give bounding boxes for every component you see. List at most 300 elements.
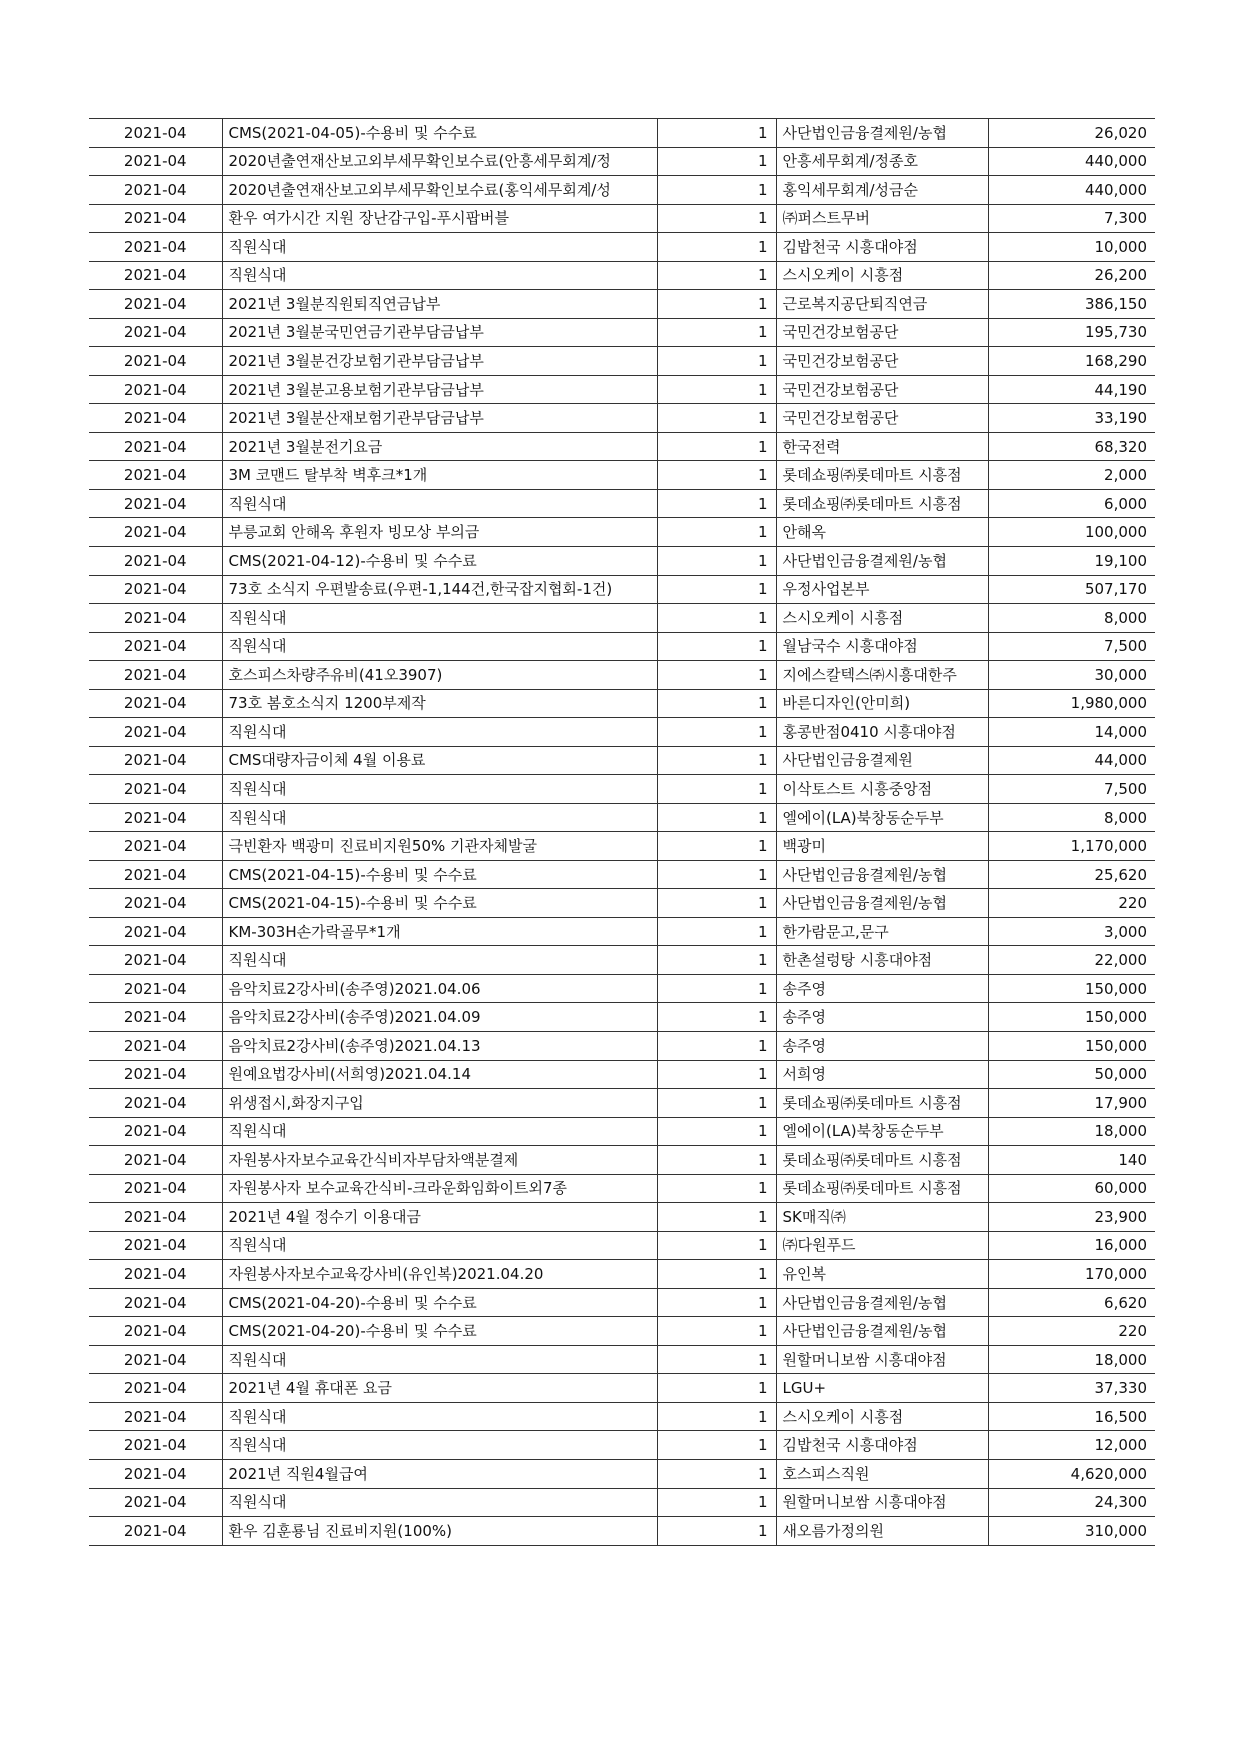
table-row [89, 119, 1155, 148]
description-cell: CMS(2021-04-05)-수용비 및 수수료 [222, 119, 657, 148]
ledger-body [89, 119, 1155, 1546]
amount-cell: 220 [988, 889, 1155, 918]
quantity-cell: 1 [657, 1459, 776, 1488]
date-cell: 2021-04 [89, 1374, 222, 1403]
quantity-cell: 1 [657, 1089, 776, 1118]
payee-cell: LGU+ [776, 1374, 988, 1403]
amount-cell: 8,000 [988, 803, 1155, 832]
payee-cell: 원할머니보쌈 시흥대야점 [776, 1345, 988, 1374]
quantity-cell: 1 [657, 1517, 776, 1546]
date-cell: 2021-04 [89, 1517, 222, 1546]
payee-cell: 엘에이(LA)북창동순두부 [776, 1117, 988, 1146]
quantity-cell: 1 [657, 1032, 776, 1061]
quantity-cell: 1 [657, 604, 776, 633]
table-row [89, 176, 1155, 205]
amount-cell: 68,320 [988, 432, 1155, 461]
date-cell: 2021-04 [89, 974, 222, 1003]
description-cell: 2020년출연재산보고외부세무확인보수료(홍익세무회계/성 [222, 176, 657, 205]
description-cell: 3M 코맨드 탈부착 벽후크*1개 [222, 461, 657, 490]
table-row [89, 461, 1155, 490]
table-row [89, 775, 1155, 804]
quantity-cell: 1 [657, 518, 776, 547]
amount-cell: 2,000 [988, 461, 1155, 490]
payee-cell: 롯데쇼핑㈜롯데마트 시흥점 [776, 461, 988, 490]
amount-cell: 33,190 [988, 404, 1155, 433]
amount-cell: 30,000 [988, 661, 1155, 690]
date-cell: 2021-04 [89, 119, 222, 148]
payee-cell: 사단법인금융결제원/농협 [776, 1317, 988, 1346]
table-row [89, 1517, 1155, 1546]
table-row [89, 375, 1155, 404]
table-row [89, 632, 1155, 661]
quantity-cell: 1 [657, 404, 776, 433]
date-cell: 2021-04 [89, 1203, 222, 1232]
description-cell: CMS대량자금이체 4월 이용료 [222, 746, 657, 775]
quantity-cell: 1 [657, 1146, 776, 1175]
date-cell: 2021-04 [89, 546, 222, 575]
table-row [89, 1117, 1155, 1146]
date-cell: 2021-04 [89, 575, 222, 604]
payee-cell: 국민건강보험공단 [776, 347, 988, 376]
quantity-cell: 1 [657, 1231, 776, 1260]
amount-cell: 22,000 [988, 946, 1155, 975]
date-cell: 2021-04 [89, 1459, 222, 1488]
amount-cell: 310,000 [988, 1517, 1155, 1546]
description-cell: 자원봉사자보수교육간식비자부담차액분결제 [222, 1146, 657, 1175]
quantity-cell: 1 [657, 917, 776, 946]
amount-cell: 26,020 [988, 119, 1155, 148]
description-cell: CMS(2021-04-15)-수용비 및 수수료 [222, 860, 657, 889]
table-row [89, 1089, 1155, 1118]
payee-cell: 사단법인금융결제원/농협 [776, 889, 988, 918]
date-cell: 2021-04 [89, 689, 222, 718]
quantity-cell: 1 [657, 119, 776, 148]
quantity-cell: 1 [657, 1402, 776, 1431]
quantity-cell: 1 [657, 375, 776, 404]
payee-cell: 김밥천국 시흥대야점 [776, 233, 988, 262]
quantity-cell: 1 [657, 204, 776, 233]
amount-cell: 150,000 [988, 1003, 1155, 1032]
table-row [89, 917, 1155, 946]
quantity-cell: 1 [657, 775, 776, 804]
table-row [89, 1231, 1155, 1260]
description-cell: 2021년 3월분건강보험기관부담금납부 [222, 347, 657, 376]
quantity-cell: 1 [657, 1317, 776, 1346]
amount-cell: 7,300 [988, 204, 1155, 233]
description-cell: 직원식대 [222, 489, 657, 518]
date-cell: 2021-04 [89, 1174, 222, 1203]
description-cell: 2021년 3월분직원퇴직연금납부 [222, 290, 657, 319]
description-cell: 직원식대 [222, 1231, 657, 1260]
payee-cell: SK매직㈜ [776, 1203, 988, 1232]
payee-cell: 송주영 [776, 974, 988, 1003]
payee-cell: 김밥천국 시흥대야점 [776, 1431, 988, 1460]
description-cell: 음악치료2강사비(송주영)2021.04.06 [222, 974, 657, 1003]
amount-cell: 6,620 [988, 1288, 1155, 1317]
payee-cell: 롯데쇼핑㈜롯데마트 시흥점 [776, 1146, 988, 1175]
payee-cell: 송주영 [776, 1032, 988, 1061]
description-cell: CMS(2021-04-20)-수용비 및 수수료 [222, 1288, 657, 1317]
amount-cell: 7,500 [988, 775, 1155, 804]
date-cell: 2021-04 [89, 1488, 222, 1517]
payee-cell: 국민건강보험공단 [776, 404, 988, 433]
table-row [89, 432, 1155, 461]
date-cell: 2021-04 [89, 1431, 222, 1460]
quantity-cell: 1 [657, 1060, 776, 1089]
date-cell: 2021-04 [89, 746, 222, 775]
table-row [89, 1345, 1155, 1374]
description-cell: 73호 봄호소식지 1200부제작 [222, 689, 657, 718]
quantity-cell: 1 [657, 974, 776, 1003]
description-cell: 직원식대 [222, 632, 657, 661]
description-cell: KM-303H손가락골무*1개 [222, 917, 657, 946]
payee-cell: 바른디자인(안미희) [776, 689, 988, 718]
table-row [89, 404, 1155, 433]
quantity-cell: 1 [657, 489, 776, 518]
table-row [89, 1374, 1155, 1403]
amount-cell: 19,100 [988, 546, 1155, 575]
description-cell: 2021년 직원4월급여 [222, 1459, 657, 1488]
description-cell: 2020년출연재산보고외부세무확인보수료(안흥세무회계/정 [222, 147, 657, 176]
date-cell: 2021-04 [89, 176, 222, 205]
table-row [89, 233, 1155, 262]
amount-cell: 18,000 [988, 1117, 1155, 1146]
payee-cell: 롯데쇼핑㈜롯데마트 시흥점 [776, 1089, 988, 1118]
date-cell: 2021-04 [89, 290, 222, 319]
date-cell: 2021-04 [89, 261, 222, 290]
date-cell: 2021-04 [89, 1402, 222, 1431]
table-row [89, 974, 1155, 1003]
quantity-cell: 1 [657, 290, 776, 319]
payee-cell: 월남국수 시흥대야점 [776, 632, 988, 661]
date-cell: 2021-04 [89, 1288, 222, 1317]
table-row [89, 147, 1155, 176]
description-cell: CMS(2021-04-12)-수용비 및 수수료 [222, 546, 657, 575]
table-row [89, 661, 1155, 690]
description-cell: 음악치료2강사비(송주영)2021.04.13 [222, 1032, 657, 1061]
description-cell: CMS(2021-04-20)-수용비 및 수수료 [222, 1317, 657, 1346]
description-cell: 직원식대 [222, 1345, 657, 1374]
amount-cell: 23,900 [988, 1203, 1155, 1232]
description-cell: 2021년 3월분산재보험기관부담금납부 [222, 404, 657, 433]
date-cell: 2021-04 [89, 661, 222, 690]
amount-cell: 507,170 [988, 575, 1155, 604]
date-cell: 2021-04 [89, 375, 222, 404]
date-cell: 2021-04 [89, 775, 222, 804]
amount-cell: 140 [988, 1146, 1155, 1175]
description-cell: 원예요법강사비(서희영)2021.04.14 [222, 1060, 657, 1089]
payee-cell: 엘에이(LA)북창동순두부 [776, 803, 988, 832]
payee-cell: 사단법인금융결제원/농협 [776, 860, 988, 889]
payee-cell: 원할머니보쌈 시흥대야점 [776, 1488, 988, 1517]
date-cell: 2021-04 [89, 404, 222, 433]
date-cell: 2021-04 [89, 946, 222, 975]
amount-cell: 386,150 [988, 290, 1155, 319]
amount-cell: 4,620,000 [988, 1459, 1155, 1488]
quantity-cell: 1 [657, 1260, 776, 1289]
description-cell: 직원식대 [222, 261, 657, 290]
payee-cell: 송주영 [776, 1003, 988, 1032]
description-cell: 직원식대 [222, 1431, 657, 1460]
payee-cell: 스시오케이 시흥점 [776, 604, 988, 633]
table-row [89, 1032, 1155, 1061]
payee-cell: 사단법인금융결제원/농협 [776, 1288, 988, 1317]
date-cell: 2021-04 [89, 432, 222, 461]
description-cell: 직원식대 [222, 946, 657, 975]
description-cell: 직원식대 [222, 775, 657, 804]
quantity-cell: 1 [657, 1374, 776, 1403]
amount-cell: 440,000 [988, 147, 1155, 176]
date-cell: 2021-04 [89, 1345, 222, 1374]
payee-cell: 지에스칼텍스㈜시흥대한주 [776, 661, 988, 690]
payee-cell: 롯데쇼핑㈜롯데마트 시흥점 [776, 489, 988, 518]
quantity-cell: 1 [657, 1288, 776, 1317]
table-row [89, 290, 1155, 319]
amount-cell: 195,730 [988, 318, 1155, 347]
description-cell: 환우 여가시간 지원 장난감구입-푸시팝버블 [222, 204, 657, 233]
date-cell: 2021-04 [89, 1003, 222, 1032]
amount-cell: 18,000 [988, 1345, 1155, 1374]
description-cell: CMS(2021-04-15)-수용비 및 수수료 [222, 889, 657, 918]
quantity-cell: 1 [657, 860, 776, 889]
quantity-cell: 1 [657, 575, 776, 604]
quantity-cell: 1 [657, 689, 776, 718]
description-cell: 2021년 4월 휴대폰 요금 [222, 1374, 657, 1403]
quantity-cell: 1 [657, 176, 776, 205]
table-row [89, 1431, 1155, 1460]
expense-ledger-table [89, 118, 1155, 1546]
payee-cell: 스시오케이 시흥점 [776, 1402, 988, 1431]
table-row [89, 1260, 1155, 1289]
table-row [89, 803, 1155, 832]
payee-cell: 이삭토스트 시흥중앙점 [776, 775, 988, 804]
quantity-cell: 1 [657, 546, 776, 575]
payee-cell: ㈜퍼스트무버 [776, 204, 988, 233]
payee-cell: 새오름가정의원 [776, 1517, 988, 1546]
description-cell: 2021년 4월 정수기 이용대금 [222, 1203, 657, 1232]
quantity-cell: 1 [657, 1174, 776, 1203]
quantity-cell: 1 [657, 803, 776, 832]
payee-cell: 한촌설렁탕 시흥대야점 [776, 946, 988, 975]
description-cell: 호스피스차량주유비(41오3907) [222, 661, 657, 690]
payee-cell: 안흥세무회계/정종호 [776, 147, 988, 176]
date-cell: 2021-04 [89, 718, 222, 747]
table-row [89, 204, 1155, 233]
amount-cell: 17,900 [988, 1089, 1155, 1118]
date-cell: 2021-04 [89, 917, 222, 946]
table-row [89, 261, 1155, 290]
table-row [89, 889, 1155, 918]
payee-cell: 롯데쇼핑㈜롯데마트 시흥점 [776, 1174, 988, 1203]
amount-cell: 168,290 [988, 347, 1155, 376]
amount-cell: 16,500 [988, 1402, 1155, 1431]
quantity-cell: 1 [657, 718, 776, 747]
payee-cell: 백광미 [776, 832, 988, 861]
payee-cell: ㈜다원푸드 [776, 1231, 988, 1260]
description-cell: 자원봉사자보수교육강사비(유인복)2021.04.20 [222, 1260, 657, 1289]
quantity-cell: 1 [657, 1117, 776, 1146]
description-cell: 극빈환자 백광미 진료비지원50% 기관자체발굴 [222, 832, 657, 861]
table-row [89, 1459, 1155, 1488]
date-cell: 2021-04 [89, 1317, 222, 1346]
amount-cell: 440,000 [988, 176, 1155, 205]
quantity-cell: 1 [657, 432, 776, 461]
amount-cell: 6,000 [988, 489, 1155, 518]
quantity-cell: 1 [657, 946, 776, 975]
quantity-cell: 1 [657, 1203, 776, 1232]
date-cell: 2021-04 [89, 604, 222, 633]
amount-cell: 1,170,000 [988, 832, 1155, 861]
amount-cell: 7,500 [988, 632, 1155, 661]
table-row [89, 1203, 1155, 1232]
amount-cell: 37,330 [988, 1374, 1155, 1403]
date-cell: 2021-04 [89, 889, 222, 918]
quantity-cell: 1 [657, 1345, 776, 1374]
description-cell: 부릉교회 안해옥 후원자 빙모상 부의금 [222, 518, 657, 547]
table-row [89, 1146, 1155, 1175]
amount-cell: 26,200 [988, 261, 1155, 290]
description-cell: 직원식대 [222, 1488, 657, 1517]
payee-cell: 사단법인금융결제원/농협 [776, 546, 988, 575]
quantity-cell: 1 [657, 661, 776, 690]
table-row [89, 347, 1155, 376]
quantity-cell: 1 [657, 746, 776, 775]
table-row [89, 1003, 1155, 1032]
quantity-cell: 1 [657, 832, 776, 861]
date-cell: 2021-04 [89, 461, 222, 490]
quantity-cell: 1 [657, 461, 776, 490]
amount-cell: 16,000 [988, 1231, 1155, 1260]
payee-cell: 사단법인금융결제원/농협 [776, 119, 988, 148]
table-row [89, 860, 1155, 889]
payee-cell: 사단법인금융결제원 [776, 746, 988, 775]
quantity-cell: 1 [657, 318, 776, 347]
amount-cell: 44,000 [988, 746, 1155, 775]
description-cell: 직원식대 [222, 233, 657, 262]
payee-cell: 홍콩반점0410 시흥대야점 [776, 718, 988, 747]
payee-cell: 유인복 [776, 1260, 988, 1289]
table-row [89, 1317, 1155, 1346]
payee-cell: 국민건강보험공단 [776, 318, 988, 347]
description-cell: 73호 소식지 우편발송료(우편-1,144건,한국잡지협회-1건) [222, 575, 657, 604]
date-cell: 2021-04 [89, 832, 222, 861]
quantity-cell: 1 [657, 889, 776, 918]
amount-cell: 44,190 [988, 375, 1155, 404]
amount-cell: 8,000 [988, 604, 1155, 633]
payee-cell: 국민건강보험공단 [776, 375, 988, 404]
quantity-cell: 1 [657, 261, 776, 290]
payee-cell: 근로복지공단퇴직연금 [776, 290, 988, 319]
payee-cell: 스시오케이 시흥점 [776, 261, 988, 290]
date-cell: 2021-04 [89, 1060, 222, 1089]
description-cell: 환우 김훈룡님 진료비지원(100%) [222, 1517, 657, 1546]
amount-cell: 100,000 [988, 518, 1155, 547]
date-cell: 2021-04 [89, 803, 222, 832]
quantity-cell: 1 [657, 1003, 776, 1032]
amount-cell: 60,000 [988, 1174, 1155, 1203]
amount-cell: 1,980,000 [988, 689, 1155, 718]
table-row [89, 718, 1155, 747]
table-row [89, 746, 1155, 775]
table-row [89, 489, 1155, 518]
date-cell: 2021-04 [89, 489, 222, 518]
description-cell: 위생접시,화장지구입 [222, 1089, 657, 1118]
description-cell: 직원식대 [222, 1117, 657, 1146]
payee-cell: 안해옥 [776, 518, 988, 547]
table-row [89, 546, 1155, 575]
date-cell: 2021-04 [89, 518, 222, 547]
table-row [89, 1288, 1155, 1317]
date-cell: 2021-04 [89, 347, 222, 376]
table-row [89, 689, 1155, 718]
amount-cell: 170,000 [988, 1260, 1155, 1289]
payee-cell: 서희영 [776, 1060, 988, 1089]
date-cell: 2021-04 [89, 147, 222, 176]
amount-cell: 25,620 [988, 860, 1155, 889]
description-cell: 직원식대 [222, 803, 657, 832]
table-row [89, 518, 1155, 547]
payee-cell: 호스피스직원 [776, 1459, 988, 1488]
date-cell: 2021-04 [89, 1231, 222, 1260]
date-cell: 2021-04 [89, 1089, 222, 1118]
date-cell: 2021-04 [89, 1260, 222, 1289]
table-row [89, 1402, 1155, 1431]
quantity-cell: 1 [657, 1431, 776, 1460]
table-row [89, 1060, 1155, 1089]
description-cell: 직원식대 [222, 1402, 657, 1431]
table-row [89, 946, 1155, 975]
table-row [89, 1488, 1155, 1517]
description-cell: 2021년 3월분국민연금기관부담금납부 [222, 318, 657, 347]
payee-cell: 홍익세무회계/성금순 [776, 176, 988, 205]
amount-cell: 14,000 [988, 718, 1155, 747]
description-cell: 직원식대 [222, 604, 657, 633]
date-cell: 2021-04 [89, 318, 222, 347]
quantity-cell: 1 [657, 147, 776, 176]
date-cell: 2021-04 [89, 1032, 222, 1061]
quantity-cell: 1 [657, 233, 776, 262]
payee-cell: 우정사업본부 [776, 575, 988, 604]
table-row [89, 318, 1155, 347]
date-cell: 2021-04 [89, 233, 222, 262]
table-row [89, 604, 1155, 633]
quantity-cell: 1 [657, 347, 776, 376]
date-cell: 2021-04 [89, 860, 222, 889]
payee-cell: 한가람문고,문구 [776, 917, 988, 946]
description-cell: 음악치료2강사비(송주영)2021.04.09 [222, 1003, 657, 1032]
amount-cell: 24,300 [988, 1488, 1155, 1517]
amount-cell: 50,000 [988, 1060, 1155, 1089]
date-cell: 2021-04 [89, 1146, 222, 1175]
amount-cell: 12,000 [988, 1431, 1155, 1460]
quantity-cell: 1 [657, 632, 776, 661]
table-row [89, 575, 1155, 604]
amount-cell: 150,000 [988, 974, 1155, 1003]
description-cell: 2021년 3월분고용보험기관부담금납부 [222, 375, 657, 404]
description-cell: 2021년 3월분전기요금 [222, 432, 657, 461]
payee-cell: 한국전력 [776, 432, 988, 461]
date-cell: 2021-04 [89, 1117, 222, 1146]
description-cell: 자원봉사자 보수교육간식비-크라운화임화이트외7종 [222, 1174, 657, 1203]
quantity-cell: 1 [657, 1488, 776, 1517]
table-row [89, 1174, 1155, 1203]
amount-cell: 220 [988, 1317, 1155, 1346]
date-cell: 2021-04 [89, 632, 222, 661]
date-cell: 2021-04 [89, 204, 222, 233]
table-row [89, 832, 1155, 861]
amount-cell: 3,000 [988, 917, 1155, 946]
amount-cell: 150,000 [988, 1032, 1155, 1061]
